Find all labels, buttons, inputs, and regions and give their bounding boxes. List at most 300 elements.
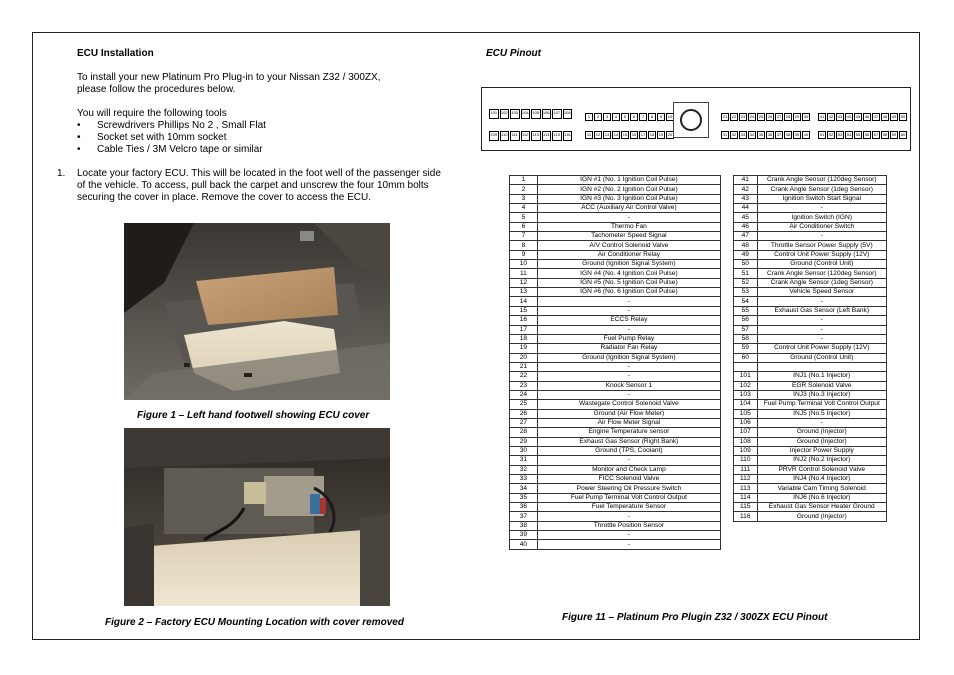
pin-number: 19 — [510, 344, 538, 353]
connector-pin: 25 — [758, 114, 764, 119]
pin-function: Crank Angle Sensor (120deg Sensor) — [757, 269, 886, 278]
connector-pin: 106 — [542, 109, 552, 119]
pinout-row — [734, 484, 887, 493]
pin-function: - — [537, 390, 720, 399]
pinout-row — [734, 446, 887, 455]
pinout-row — [510, 204, 721, 213]
pinout-row — [734, 428, 887, 437]
pinout-row — [510, 344, 721, 353]
connector-pin: 43 — [837, 114, 843, 119]
connector-pin: 33 — [740, 132, 746, 137]
pin-number: 57 — [734, 325, 758, 334]
pin-function: ECCS Relay — [537, 316, 720, 325]
pin-function: - — [537, 297, 720, 306]
connector-pin: 47 — [873, 114, 879, 119]
pinout-row — [734, 400, 887, 409]
pin-number: 108 — [734, 437, 758, 446]
tool-item-label: Cable Ties / 3M Velcro tape or similar — [97, 144, 263, 155]
pin-number: 9 — [510, 250, 538, 259]
pin-number: 49 — [734, 250, 758, 259]
pin-function: - — [757, 325, 886, 334]
pin-number: 3 — [510, 194, 538, 203]
pin-number: 101 — [734, 372, 758, 381]
connector-pin: 51 — [819, 132, 825, 137]
connector-pin: 107 — [552, 109, 562, 119]
pin-function: IGN #3 (No. 3 Ignition Coil Pulse) — [537, 194, 720, 203]
pin-function: IGN #5 (No. 5 Ignition Coil Pulse) — [537, 278, 720, 287]
pinout-row — [510, 260, 721, 269]
connector-pin: 27 — [776, 114, 782, 119]
connector-pin: 2 — [594, 113, 602, 121]
pin-number: 11 — [510, 269, 538, 278]
pinout-row — [734, 204, 887, 213]
pin-number: 23 — [510, 381, 538, 390]
pinout-row — [510, 381, 721, 390]
pin-function: IGN #2 (No. 2 Ignition Coil Pulse) — [537, 185, 720, 194]
step-line-3: securing the cover in place. Remove the cover to access the ECU. — [77, 192, 372, 203]
ecu-pinout-heading: ECU Pinout — [486, 48, 541, 59]
pin-function: Ground (Injector) — [757, 437, 886, 446]
pinout-row — [734, 306, 887, 315]
pinout-row — [734, 213, 887, 222]
pinout-row — [734, 475, 887, 484]
pinout-row — [510, 278, 721, 287]
ecu-location-photo — [124, 428, 390, 606]
pinout-row — [510, 540, 721, 549]
pinout-row — [734, 372, 887, 381]
pinout-row — [734, 362, 887, 371]
pinout-row — [510, 465, 721, 474]
connector-pin-group-109-116 — [489, 131, 572, 141]
pin-number: 114 — [734, 493, 758, 502]
pin-function: Vehicle Speed Sensor — [757, 288, 886, 297]
connector-pin: 34 — [749, 132, 755, 137]
pin-function: Fuel Temperature Sensor — [537, 503, 720, 512]
pin-function: Ground (Air Flow Meter) — [537, 409, 720, 418]
pin-function: Air Conditioner Relay — [537, 250, 720, 259]
pin-number: 113 — [734, 484, 758, 493]
pinout-row — [510, 222, 721, 231]
connector-pin: 13 — [604, 132, 610, 137]
connector-pin: 56 — [864, 132, 870, 137]
intro-line-1: To install your new Platinum Pro Plug-in to your Nissan Z32 / 300ZX, — [77, 72, 381, 83]
connector-pin: 6 — [630, 113, 638, 121]
connector-pin: 18 — [649, 132, 655, 137]
connector-pin: 28 — [785, 114, 791, 119]
pin-function: Exhaust Gas Sensor (Right Bank) — [537, 437, 720, 446]
pinout-row — [734, 418, 887, 427]
pinout-row — [734, 288, 887, 297]
pinout-row — [734, 456, 887, 465]
pin-number: 8 — [510, 241, 538, 250]
pinout-row — [510, 521, 721, 530]
pinout-row — [510, 297, 721, 306]
pinout-row — [734, 503, 887, 512]
pinout-row — [734, 194, 887, 203]
connector-pin: 21 — [722, 114, 728, 119]
pin-number: 14 — [510, 297, 538, 306]
connector-pin: 26 — [767, 114, 773, 119]
connector-pin-group-51-60 — [818, 131, 907, 139]
pinout-row — [510, 250, 721, 259]
connector-pin: 114 — [542, 131, 552, 141]
pin-number: 24 — [510, 390, 538, 399]
pinout-row — [734, 437, 887, 446]
pin-number: 4 — [510, 204, 538, 213]
pinout-row — [734, 334, 887, 343]
pinout-row — [510, 418, 721, 427]
pin-number: 53 — [734, 288, 758, 297]
pin-function: INJ5 (No.5 Injector) — [757, 409, 886, 418]
ecu-installation-heading: ECU Installation — [77, 48, 154, 59]
pin-number: 41 — [734, 176, 758, 185]
connector-pin: 102 — [500, 109, 510, 119]
pin-number: 52 — [734, 278, 758, 287]
pinout-row — [510, 409, 721, 418]
pinout-row — [734, 409, 887, 418]
pin-function: Throttle Sensor Power Supply (5V) — [757, 241, 886, 250]
pin-number: 30 — [510, 446, 538, 455]
pin-number: 20 — [510, 353, 538, 362]
pin-function — [757, 362, 886, 371]
pin-function: - — [537, 306, 720, 315]
pin-function: - — [537, 325, 720, 334]
connector-pin: 4 — [612, 113, 620, 121]
pin-number: 12 — [510, 278, 538, 287]
pin-function: Radiator Fan Relay — [537, 344, 720, 353]
pin-function: Exhaust Gas Sensor Heater Ground — [757, 503, 886, 512]
pin-function: Ignition Switch Start Signal — [757, 194, 886, 203]
connector-pin-group-41-50 — [818, 113, 907, 121]
pin-number: 5 — [510, 213, 538, 222]
pin-number: 16 — [510, 316, 538, 325]
pin-function: Power Steering Oil Pressure Switch — [537, 484, 720, 493]
pin-function: Ground (Control Unit) — [757, 260, 886, 269]
pin-function: - — [537, 531, 720, 540]
pinout-row — [510, 325, 721, 334]
pin-number: 13 — [510, 288, 538, 297]
pin-function: Crank Angle Sensor (1deg Sensor) — [757, 185, 886, 194]
connector-pin: 113 — [531, 131, 541, 141]
pin-function: - — [757, 232, 886, 241]
pinout-row — [734, 390, 887, 399]
pin-function: INJ3 (No.3 Injector) — [757, 390, 886, 399]
pin-function: Air Flow Meter Signal — [537, 418, 720, 427]
connector-pin: 38 — [785, 132, 791, 137]
connector-pin: 104 — [521, 109, 531, 119]
pinout-row — [734, 269, 887, 278]
pinout-row — [510, 353, 721, 362]
connector-pin: 9 — [657, 113, 665, 121]
connector-pin: 60 — [900, 132, 906, 137]
pin-number: 10 — [510, 260, 538, 269]
connector-pin: 1 — [585, 113, 593, 121]
pin-number: 110 — [734, 456, 758, 465]
step-line-2: of the vehicle. To access, pull back the carpet and unscrew the four 10mm bolts — [77, 180, 429, 191]
pinout-row — [510, 176, 721, 185]
pin-number — [734, 362, 758, 371]
connector-pin: 31 — [722, 132, 728, 137]
pinout-row — [734, 316, 887, 325]
pin-number: 45 — [734, 213, 758, 222]
pin-function: - — [537, 540, 720, 549]
connector-pin: 108 — [563, 109, 573, 119]
pinout-row — [510, 306, 721, 315]
pin-function: - — [757, 204, 886, 213]
connector-pin: 109 — [489, 131, 499, 141]
connector-pin: 8 — [648, 113, 656, 121]
tool-item-label: Socket set with 10mm socket — [97, 132, 227, 143]
connector-pin: 24 — [749, 114, 755, 119]
tools-heading: You will require the following tools — [77, 108, 227, 119]
pin-number: 55 — [734, 306, 758, 315]
pin-number: 51 — [734, 269, 758, 278]
footwell-photo-ecu-cover — [124, 223, 390, 400]
step-line-1: Locate your factory ECU. This will be located in the foot well of the passenger side — [77, 168, 441, 179]
connector-pin: 12 — [595, 132, 601, 137]
pin-function: - — [537, 213, 720, 222]
pin-function: Ground (Injector) — [757, 428, 886, 437]
connector-bolt-hole — [680, 109, 702, 131]
pinout-row — [510, 241, 721, 250]
pinout-row — [734, 325, 887, 334]
connector-pin: 37 — [776, 132, 782, 137]
connector-pin: 14 — [613, 132, 619, 137]
pin-number: 27 — [510, 418, 538, 427]
pin-function: - — [537, 372, 720, 381]
pinout-row — [510, 475, 721, 484]
pinout-row — [734, 493, 887, 502]
pin-number: 111 — [734, 465, 758, 474]
pin-number: 36 — [510, 503, 538, 512]
connector-pin: 110 — [500, 131, 510, 141]
pin-number: 28 — [510, 428, 538, 437]
pin-function: Thermo Fan — [537, 222, 720, 231]
pin-function: Crank Angle Sensor (1deg Sensor) — [757, 278, 886, 287]
pin-function: Knock Sensor 1 — [537, 381, 720, 390]
pinout-row — [510, 484, 721, 493]
pin-number: 2 — [510, 185, 538, 194]
connector-pin-group-101-108 — [489, 109, 572, 119]
connector-pin: 46 — [864, 114, 870, 119]
connector-pin: 30 — [803, 114, 809, 119]
pin-number: 112 — [734, 475, 758, 484]
connector-pin: 41 — [819, 114, 825, 119]
pin-function: INJ4 (No.4 Injector) — [757, 475, 886, 484]
connector-pin: 39 — [794, 132, 800, 137]
connector-pin: 49 — [891, 114, 897, 119]
connector-pin: 10 — [667, 114, 673, 119]
pinout-row — [510, 288, 721, 297]
connector-pin-group-11-20 — [585, 131, 674, 139]
pin-number: 35 — [510, 493, 538, 502]
bullet: • — [77, 132, 81, 143]
pin-number: 106 — [734, 418, 758, 427]
pinout-row — [510, 334, 721, 343]
connector-pin: 15 — [622, 132, 628, 137]
pinout-row — [734, 381, 887, 390]
connector-pin: 22 — [731, 114, 737, 119]
pinout-row — [510, 512, 721, 521]
pinout-row — [734, 297, 887, 306]
pinout-row — [734, 185, 887, 194]
connector-pin: 101 — [489, 109, 499, 119]
connector-pin: 111 — [510, 131, 520, 141]
pin-number: 56 — [734, 316, 758, 325]
pin-function: - — [757, 418, 886, 427]
pin-function: Air Conditioner Switch — [757, 222, 886, 231]
pin-number: 1 — [510, 176, 538, 185]
pin-number: 44 — [734, 204, 758, 213]
pin-number: 34 — [510, 484, 538, 493]
pin-number: 58 — [734, 334, 758, 343]
connector-pin: 116 — [563, 131, 573, 141]
pin-function: Ground (TPS, Coolant) — [537, 446, 720, 455]
pin-function: IGN #6 (No. 6 Ignition Coil Pulse) — [537, 288, 720, 297]
pin-function: IGN #1 (No. 1 Ignition Coil Pulse) — [537, 176, 720, 185]
pin-number: 104 — [734, 400, 758, 409]
pin-function: INJ6 (No.6 Injector) — [757, 493, 886, 502]
connector-pin: 20 — [667, 132, 673, 137]
pin-number: 39 — [510, 531, 538, 540]
pin-number: 6 — [510, 222, 538, 231]
pin-function: Monitor and Check Lamp — [537, 465, 720, 474]
pin-function: INJ2 (No.2 Injector) — [757, 456, 886, 465]
connector-pin: 3 — [603, 113, 611, 121]
pin-number: 109 — [734, 446, 758, 455]
pin-function: - — [757, 297, 886, 306]
pin-number: 102 — [734, 381, 758, 390]
pinout-row — [510, 428, 721, 437]
pin-function: Fuel Pump Terminal Volt Control Output — [757, 400, 886, 409]
pin-function: Fuel Pump Relay — [537, 334, 720, 343]
pin-function: Injector Power Supply — [757, 446, 886, 455]
pinout-row — [734, 353, 887, 362]
bullet: • — [77, 120, 81, 131]
pinout-row — [734, 278, 887, 287]
pin-number: 48 — [734, 241, 758, 250]
pin-number: 18 — [510, 334, 538, 343]
pinout-row — [510, 456, 721, 465]
pinout-row — [734, 344, 887, 353]
pin-function: - — [757, 316, 886, 325]
pinout-table-right — [733, 175, 887, 522]
pin-number: 32 — [510, 465, 538, 474]
pin-number: 105 — [734, 409, 758, 418]
pinout-row — [510, 503, 721, 512]
connector-pin: 17 — [640, 132, 646, 137]
pin-number: 21 — [510, 362, 538, 371]
pinout-row — [510, 531, 721, 540]
pin-function: - — [537, 456, 720, 465]
pin-function: Ground (Control Unit) — [757, 353, 886, 362]
step-number: 1. — [57, 168, 66, 179]
connector-pin-group-1-10 — [585, 113, 674, 121]
connector-pin: 103 — [510, 109, 520, 119]
pin-number: 42 — [734, 185, 758, 194]
connector-pin-group-21-30 — [721, 113, 810, 121]
pin-number: 115 — [734, 503, 758, 512]
pinout-row — [510, 232, 721, 241]
pin-function: Fuel Pump Terminal Volt Control Output — [537, 493, 720, 502]
connector-pin-group-31-40 — [721, 131, 810, 139]
connector-pin: 35 — [758, 132, 764, 137]
pin-number: 33 — [510, 475, 538, 484]
pin-number: 40 — [510, 540, 538, 549]
pin-number: 59 — [734, 344, 758, 353]
pinout-row — [734, 222, 887, 231]
connector-pin: 16 — [631, 132, 637, 137]
pin-function: Control Unit Power Supply (12V) — [757, 250, 886, 259]
pin-number: 22 — [510, 372, 538, 381]
pinout-row — [510, 437, 721, 446]
connector-pin: 7 — [639, 113, 647, 121]
pin-number: 38 — [510, 521, 538, 530]
pin-number: 17 — [510, 325, 538, 334]
connector-pin: 40 — [803, 132, 809, 137]
connector-pin: 50 — [900, 114, 906, 119]
pin-function: EGR Solenoid Valve — [757, 381, 886, 390]
connector-pin: 55 — [855, 132, 861, 137]
pin-function: Ignition Switch (IGN) — [757, 213, 886, 222]
pin-function: Control Unit Power Supply (12V) — [757, 344, 886, 353]
pin-function: - — [757, 334, 886, 343]
connector-pin: 58 — [882, 132, 888, 137]
connector-pin: 5 — [621, 113, 629, 121]
pin-function: IGN #4 (No. 4 Ignition Coil Pulse) — [537, 269, 720, 278]
pin-number: 46 — [734, 222, 758, 231]
pin-function: Variable Cam Timing Solenoid — [757, 484, 886, 493]
connector-pin: 112 — [521, 131, 531, 141]
pin-number: 7 — [510, 232, 538, 241]
pinout-row — [734, 176, 887, 185]
pinout-row — [510, 372, 721, 381]
pin-number: 29 — [510, 437, 538, 446]
connector-pin: 32 — [731, 132, 737, 137]
pinout-row — [510, 185, 721, 194]
connector-pin: 45 — [855, 114, 861, 119]
connector-pin: 23 — [740, 114, 746, 119]
pin-function: - — [537, 362, 720, 371]
figure-2-caption: Figure 2 – Factory ECU Mounting Location with cover removed — [105, 617, 404, 628]
pinout-row — [734, 260, 887, 269]
connector-pin: 105 — [531, 109, 541, 119]
pin-number: 103 — [734, 390, 758, 399]
pin-number: 107 — [734, 428, 758, 437]
pinout-row — [510, 446, 721, 455]
pin-function: Ground (Ignition Signal System) — [537, 353, 720, 362]
connector-pin: 44 — [846, 114, 852, 119]
pin-number: 47 — [734, 232, 758, 241]
pin-function: Engine Temperature sensor — [537, 428, 720, 437]
tool-item-label: Screwdrivers Phillips No 2 , Small Flat — [97, 120, 266, 131]
pin-function: Exhaust Gas Sensor (Left Bank) — [757, 306, 886, 315]
intro-line-2: please follow the procedures below. — [77, 84, 236, 95]
connector-pin: 57 — [873, 132, 879, 137]
pin-function: - — [537, 512, 720, 521]
bullet: • — [77, 144, 81, 155]
pin-number: 26 — [510, 409, 538, 418]
pinout-row — [734, 512, 887, 521]
connector-pin: 53 — [837, 132, 843, 137]
pinout-row — [510, 400, 721, 409]
pin-number: 15 — [510, 306, 538, 315]
pin-function: INJ1 (No.1 Injector) — [757, 372, 886, 381]
pin-function: Crank Angle Sensor (120deg Sensor) — [757, 176, 886, 185]
connector-pin: 59 — [891, 132, 897, 137]
connector-pin: 42 — [828, 114, 834, 119]
pinout-row — [734, 232, 887, 241]
